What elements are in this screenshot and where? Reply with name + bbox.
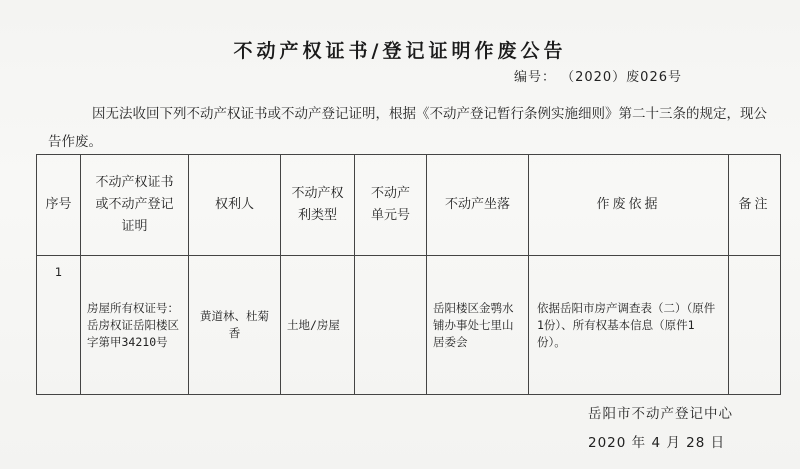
table-header-row	[37, 155, 781, 256]
header-right-type: 不动产权利类型	[281, 155, 355, 256]
header-seq: 序号	[37, 155, 81, 256]
issuer-name: 岳阳市不动产登记中心	[588, 406, 733, 422]
table-row	[37, 256, 781, 395]
header-basis: 作废依据	[529, 155, 729, 256]
row-remark	[729, 256, 781, 395]
header-holder: 权利人	[189, 155, 281, 256]
row-cert: 房屋所有权证号：岳房权证岳阳楼区字第甲34210号	[81, 256, 189, 395]
row-unit-no	[355, 256, 427, 395]
row-basis: 依据岳阳市房产调查表（二）（原件1份）、所有权基本信息（原件1份）。	[529, 256, 729, 395]
row-location: 岳阳楼区金鹗水铺办事处七里山居委会	[427, 256, 529, 395]
issue-date: 2020 年 4 月 28 日	[588, 435, 726, 451]
row-holder: 黄道林、杜菊香	[189, 256, 281, 395]
row-seq: 1	[37, 256, 81, 395]
header-cert: 不动产权证书或不动产登记证明	[81, 155, 189, 256]
header-remark: 备注	[729, 155, 781, 256]
intro-paragraph: 因无法收回下列不动产权证书或不动产登记证明，根据《不动产登记暂行条例实施细则》第二十三条的规定，现公告作废。	[48, 106, 767, 150]
row-right-type: 土地/房屋	[281, 256, 355, 395]
header-unit-no: 不动产单元号	[355, 155, 427, 256]
header-location: 不动产坐落	[427, 155, 529, 256]
document-number: 编号： （2020）废026号	[513, 70, 682, 85]
invalidation-table	[36, 154, 781, 395]
notice-title: 不动产权证书/登记证明作废公告	[233, 40, 567, 62]
